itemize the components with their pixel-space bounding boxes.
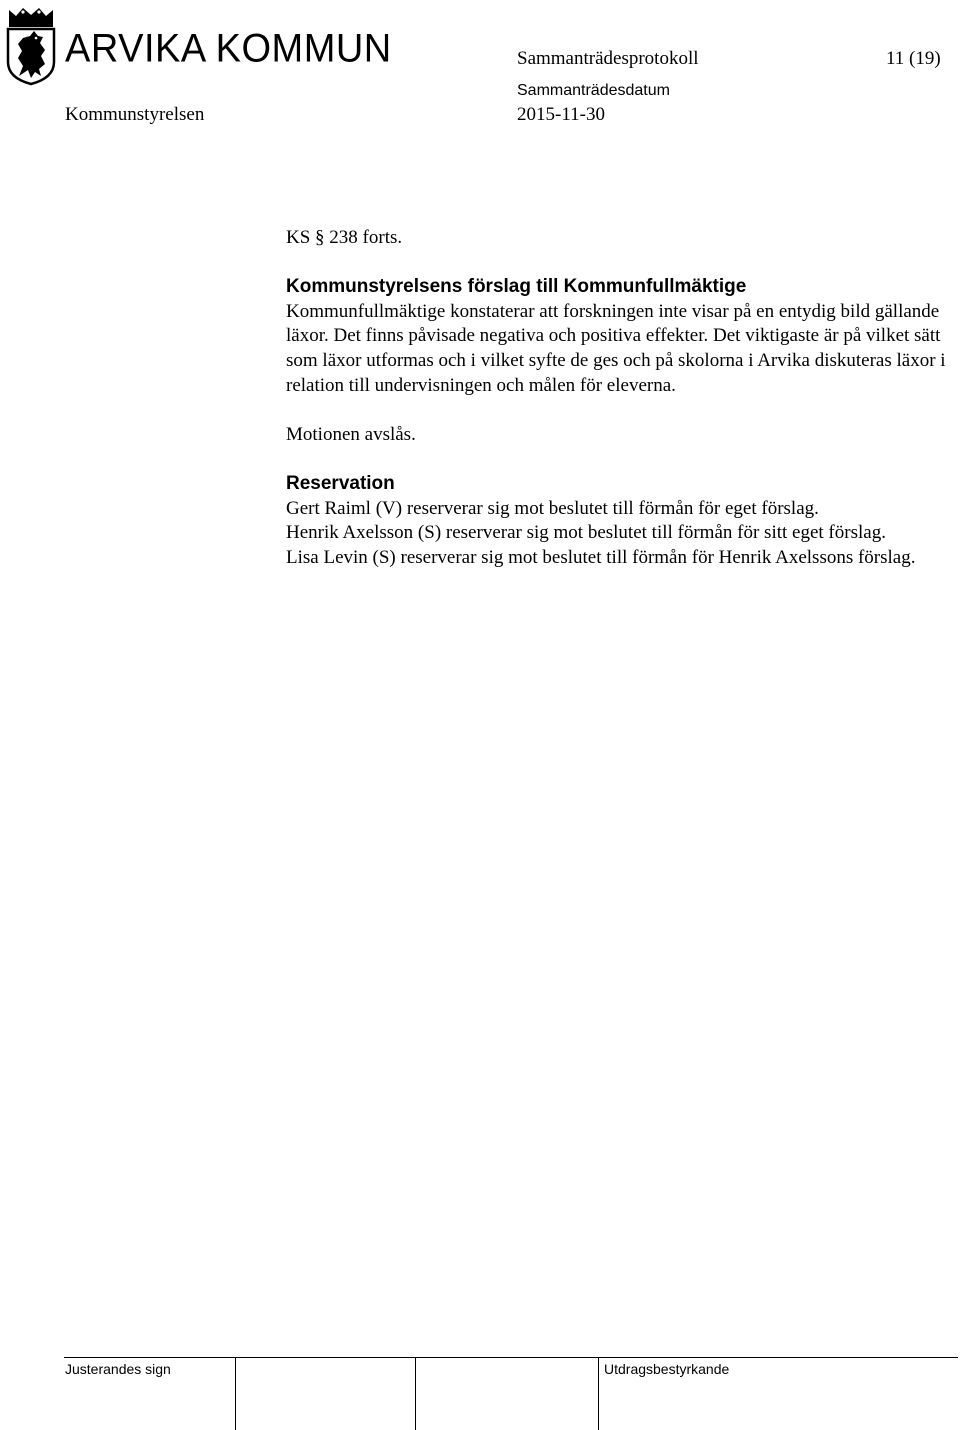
reservation-item: Gert Raiml (V) reserverar sig mot beslutet till förmån för eget förslag. xyxy=(286,497,819,519)
certification-label: Utdragsbestyrkande xyxy=(604,1361,730,1377)
protocol-body xyxy=(286,226,951,570)
document-type: Sammanträdesprotokoll xyxy=(517,48,699,69)
coat-of-arms-logo xyxy=(3,6,59,86)
committee-name: Kommunstyrelsen xyxy=(65,104,205,125)
footer-divider xyxy=(235,1357,236,1430)
proposal-heading: Kommunstyrelsens förslag till Kommunfullmäktige xyxy=(286,276,747,298)
page-number: 11 (19) xyxy=(886,48,941,69)
footer-divider xyxy=(415,1357,416,1430)
proposal-text: Kommunfullmäktige konstaterar att forskningen inte visar på en entydig bild gällande läxor. Det finns påvisade negativa och positiva effekter. Det viktigaste är på vilket sätt som läxor utformas och i vilket syfte de ges och på skolorna i Arvika diskuteras läxor i relation till undervisningen och målen för eleverna. xyxy=(286,300,946,396)
meeting-date-label: Sammanträdesdatum xyxy=(517,82,670,99)
reservation-item: Lisa Levin (S) reserverar sig mot beslutet till förmån för Henrik Axelssons förslag. xyxy=(286,546,916,568)
footer-top-rule xyxy=(64,1357,958,1358)
reservation-item: Henrik Axelsson (S) reserverar sig mot beslutet till förmån för sitt eget förslag. xyxy=(286,522,886,544)
section-reference: KS § 238 forts. xyxy=(286,227,403,248)
signature-label: Justerandes sign xyxy=(65,1361,171,1377)
footer-divider xyxy=(598,1357,599,1430)
reservation-heading: Reservation xyxy=(286,472,395,494)
municipality-logo-text: ARVIKA KOMMUN xyxy=(65,26,392,72)
decision-text: Motionen avslås. xyxy=(286,423,416,445)
meeting-date: 2015-11-30 xyxy=(517,104,605,125)
